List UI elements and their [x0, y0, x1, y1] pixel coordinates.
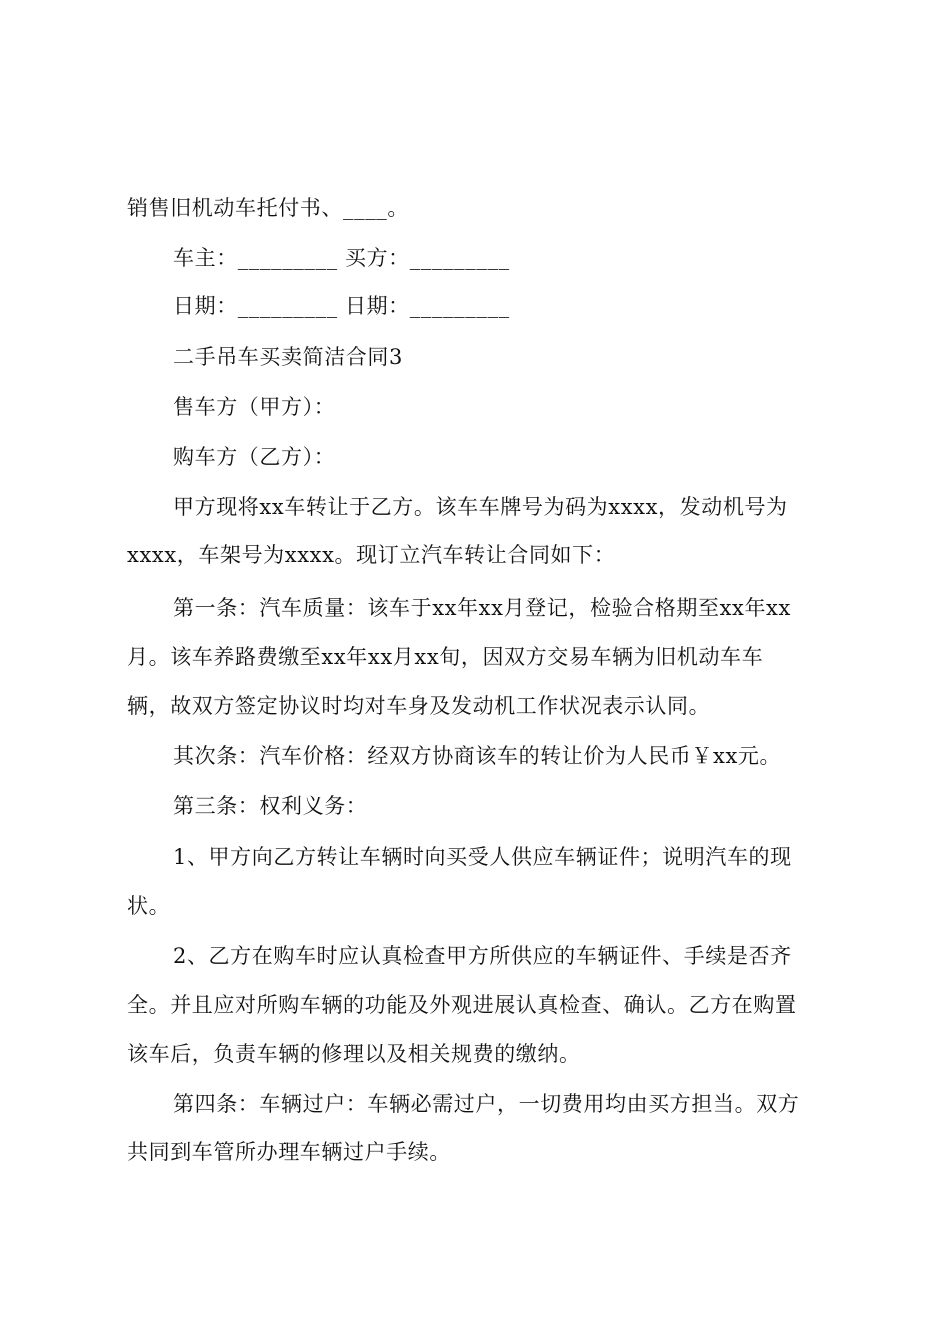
seller-party: 售车方（甲方）： [173, 395, 336, 419]
article-2: 其次条：汽车价格：经双方协商该车的转让价为人民币￥xx元。 [173, 744, 782, 768]
article-3-item-2-line-3: 该车后，负责车辆的修理以及相关规费的缴纳。 [127, 1042, 581, 1066]
article-3-heading: 第三条：权利义务： [173, 794, 368, 818]
article-3-item-2-line-1: 2、乙方在购车时应认真检查甲方所供应的车辆证件、手续是否齐 [173, 944, 792, 968]
text-line-1: 销售旧机动车托付书、____。 [127, 196, 409, 220]
article-4-line-2: 共同到车管所办理车辆过户手续。 [127, 1140, 451, 1164]
contract-title: 二手吊车买卖简洁合同3 [173, 345, 403, 369]
article-3-item-1-line-2: 状。 [127, 894, 171, 918]
article-3-item-1-line-1: 1、甲方向乙方转让车辆时向买受人供应车辆证件；说明汽车的现 [173, 845, 792, 869]
article-4-line-1: 第四条：车辆过户：车辆必需过户，一切费用均由买方担当。双方 [173, 1092, 800, 1116]
article-3-item-2-line-2: 全。并且应对所购车辆的功能及外观进展认真检查、确认。乙方在购置 [127, 993, 797, 1017]
paragraph-intro-line-1: 甲方现将xx车转让于乙方。该车车牌号为码为xxxx，发动机号为 [173, 495, 788, 519]
signature-line-owner-buyer: 车主：_________ 买方：_________ [173, 246, 510, 270]
signature-line-dates: 日期：_________ 日期：_________ [173, 294, 510, 318]
article-1-line-1: 第一条：汽车质量：该车于xx年xx月登记，检验合格期至xx年xx [173, 596, 791, 620]
buyer-party: 购车方（乙方）： [173, 445, 336, 469]
article-1-line-2: 月。该车养路费缴至xx年xx月xx旬，因双方交易车辆为旧机动车车 [127, 645, 764, 669]
article-1-line-3: 辆，故双方签定协议时均对车身及发动机工作状况表示认同。 [127, 694, 711, 718]
paragraph-intro-line-2: xxxx，车架号为xxxx。现订立汽车转让合同如下： [127, 543, 616, 567]
